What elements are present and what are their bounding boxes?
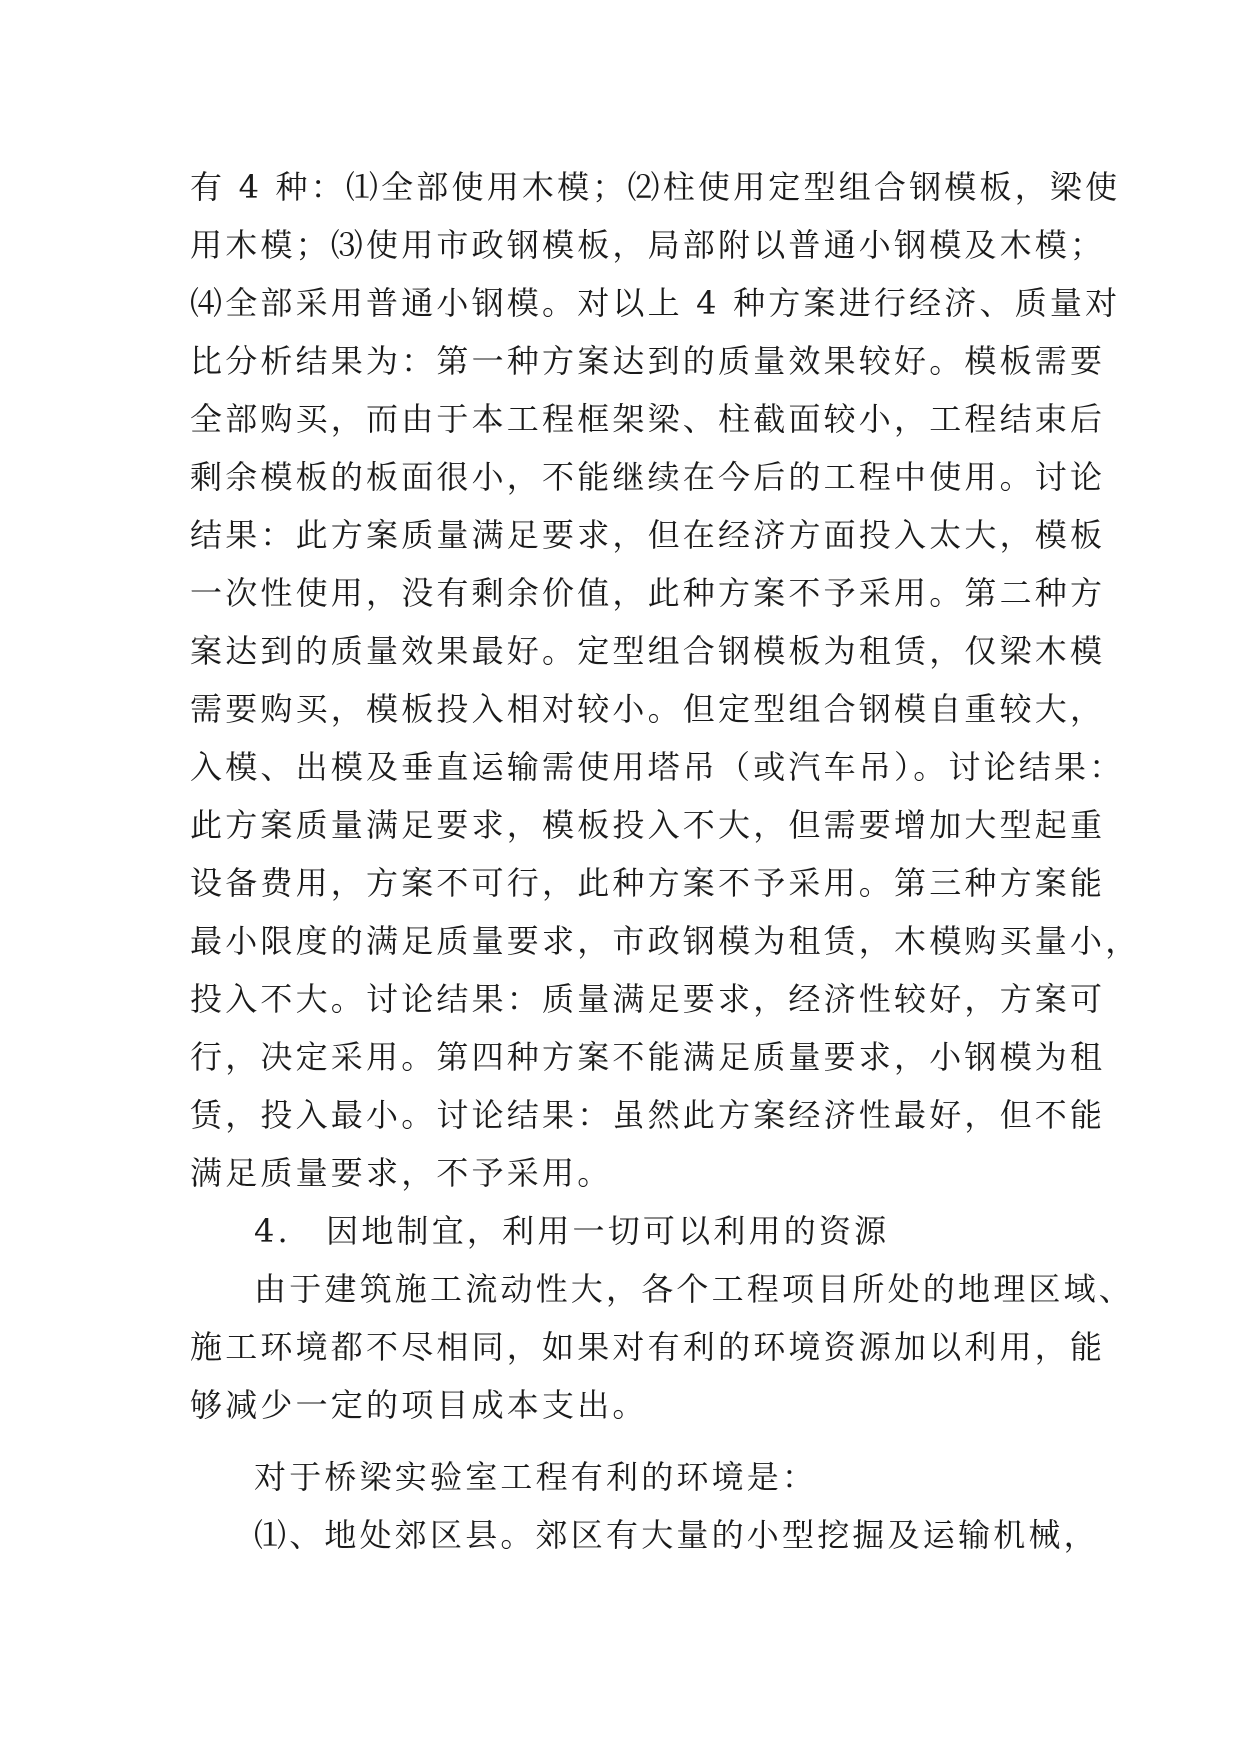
paragraph-line: ⑴、地处郊区县。郊区有大量的小型挖掘及运输机械， [254, 1516, 1099, 1554]
text-line: 需要购买，模板投入相对较小。但定型组合钢模自重较大， [190, 690, 1106, 728]
text-line: 行，决定采用。第四种方案不能满足质量要求，小钢模为租 [190, 1038, 1106, 1076]
text-line: 有 4 种：⑴全部使用木模；⑵柱使用定型组合钢模板，梁使 [190, 168, 1121, 206]
text-line: 用木模；⑶使用市政钢模板，局部附以普通小钢模及木模； [190, 226, 1106, 264]
paragraph-line: 由于建筑施工流动性大，各个工程项目所处的地理区域、 [254, 1270, 1135, 1308]
text-line: 剩余模板的板面很小，不能继续在今后的工程中使用。讨论 [190, 458, 1106, 496]
paragraph-line: 施工环境都不尽相同，如果对有利的环境资源加以利用，能 [190, 1328, 1106, 1366]
text-line: 全部购买，而由于本工程框架梁、柱截面较小，工程结束后 [190, 400, 1106, 438]
text-line: 结果：此方案质量满足要求，但在经济方面投入太大，模板 [190, 516, 1106, 554]
text-line: 满足质量要求，不予采用。 [190, 1154, 613, 1192]
text-line: 比分析结果为：第一种方案达到的质量效果较好。模板需要 [190, 342, 1106, 380]
text-line: 此方案质量满足要求，模板投入不大，但需要增加大型起重 [190, 806, 1106, 844]
text-line: 设备费用，方案不可行，此种方案不予采用。第三种方案能 [190, 864, 1106, 902]
paragraph-line: 对于桥梁实验室工程有利的环境是： [254, 1458, 818, 1496]
text-line: 入模、出模及垂直运输需使用塔吊（或汽车吊）。讨论结果： [190, 748, 1125, 786]
paragraph-line: 够减少一定的项目成本支出。 [190, 1386, 648, 1424]
section-heading: 4. 因地制宜，利用一切可以利用的资源 [254, 1212, 890, 1250]
text-line: 一次性使用，没有剩余价值，此种方案不予采用。第二种方 [190, 574, 1106, 612]
text-line: 最小限度的满足质量要求，市政钢模为租赁，木模购买量小， [190, 922, 1141, 960]
text-line: ⑷全部采用普通小钢模。对以上 4 种方案进行经济、质量对 [190, 284, 1121, 322]
text-line: 赁，投入最小。讨论结果：虽然此方案经济性最好，但不能 [190, 1096, 1106, 1134]
text-line: 投入不大。讨论结果：质量满足要求，经济性较好，方案可 [190, 980, 1106, 1018]
text-line: 案达到的质量效果最好。定型组合钢模板为租赁，仅梁木模 [190, 632, 1106, 670]
body-text [190, 158, 1141, 1564]
